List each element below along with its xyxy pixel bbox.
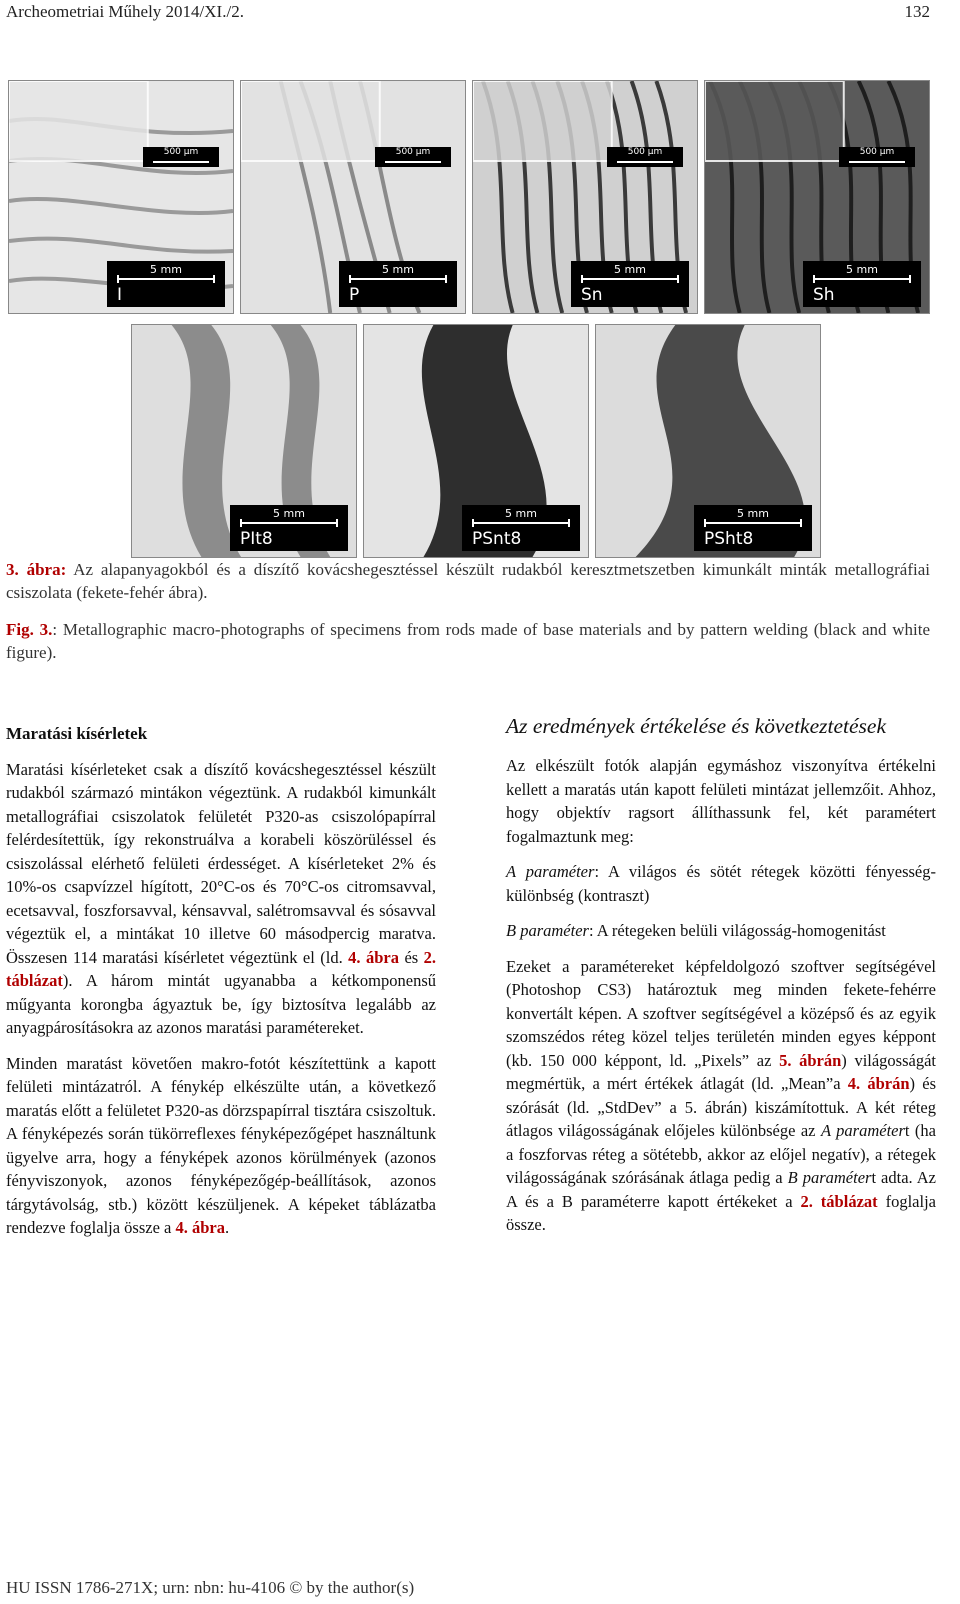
paragraph: B paraméter: A rétegeken belüli világosság-homogenitást [506,921,886,940]
section-heading: Maratási kísérletek [6,724,148,743]
specimen-label: P [349,285,360,305]
micro-scale-bar: 500 μm [143,147,219,167]
paragraph: Maratási kísérleteket csak a díszítő kovácshegesztéssel készült rudakból származó mintákon végeztünk. A rudakból kimunkált metallográfiai csiszolatok felületét P320-as csiszolópapírral felérdesítettük, így rekonstruálva a korabeli köszörüléssel és csiszolással elérhető felületi érdességet. A kísérleteket 2% és 10%-os csapvízzel hígított, 20°C-os és 70°C-os citromsavval, ecetsavval, foszforsavval, kénsavval, salétromsavval és sósavval végeztük el, a mintákat 10 illetve 60 másodpercig maratva. Összesen 114 maratási kísérletet végeztünk el (ld. 4. ábra és 2. táblázat). A három mintát ugyanabba a kétkomponensű műgyanta korongba ágyaztuk be, így biztosítva legalább az anyagpárosításokra az azonos maratási paramétereket. [6,759,437,1037]
figure-ref: 4. ábrán [847,1074,910,1093]
macro-scale-label: 5 mm I [107,261,225,307]
macro-scale-label: 5 mm P [339,261,457,307]
figure-ref: 5. ábrán [779,1050,842,1070]
specimen-label: I [117,285,123,305]
specimen-panel-sn [472,80,698,314]
paragraph: A paraméter: A világos és sötét rétegek közötti fényesség-különbség (kontraszt) [506,862,936,905]
specimen-label: Sh [813,285,835,305]
micro-scale-bar: 500 μm [839,147,915,167]
specimen-panel-p [240,80,466,314]
macro-scale-label: 5 mm Sh [803,261,921,307]
macro-scale-label: 5 mm PIt8 [230,505,348,551]
figure-caption-hu: 3. ábra: Az alapanyagokból és a díszítő kovácshegesztéssel készült rudakból keresztmetszetben kimunkált minták metallográfiai csiszolata (fekete-fehér ábra). [6,560,930,602]
right-column [506,713,936,1249]
specimen-label: Sn [581,285,603,305]
specimen-panel-psnt8 [363,324,589,558]
paragraph: Az elkészült fotók alapján egymáshoz viszonyítva értékelni kellett a maratás után kapott felületi mintázat jellemzőit. Ahhoz, hogy objektív ragsort állíthassunk fel, két paramétert fogalmaztunk meg: [506,756,936,846]
footer-issn: HU ISSN 1786-271X; urn: nbn: hu-4106 © by the author(s) [6,1578,415,1597]
specimen-label: PSht8 [704,529,754,549]
macro-scale-label: 5 mm PSnt8 [462,505,580,551]
running-header [6,2,930,26]
figure-ref: 4. ábra [175,1218,225,1237]
left-column [6,722,436,1252]
specimen-label: PSnt8 [472,529,522,549]
specimen-panel-psht8 [595,324,821,558]
journal-title: Archeometriai Műhely 2014/XI./2. [6,2,244,21]
specimen-panel-sh [704,80,930,314]
macro-scale-label: 5 mm Sn [571,261,689,307]
section-heading: Az eredmények értékelése és következtetések [506,714,886,738]
micro-scale-bar: 500 μm [375,147,451,167]
micro-scale-bar: 500 μm [607,147,683,167]
specimen-label: PIt8 [240,529,273,549]
figure-ref: 4. ábra [348,947,399,967]
specimen-panel-i [8,80,234,314]
paragraph: Ezeket a paramétereket képfeldolgozó szoftver segítségével (Photoshop CS3) határoztuk meg minden fekete-fehérre konvertált képen. A szoftver segítségével a középső és az egyik szomszédos réteg közel teljes területén minden egyes képpont (kb. 150 000 képpont, ld. „Pixels” az 5. ábrán) világosságát megmértük, a mért értékek átlagát (ld. „Mean”a 4. ábrán) és szórását (ld. „StdDev” a 5. ábrán) kiszámítottuk. A két réteg átlagos világosságának előjeles különbsége az A paramétert (ha a foszforvas réteg a sötétebb, akkor az előjel negatív), a rétegek világosságának szórásának átlaga pedig a B paramétert adta. Az A és a B paraméterre kapott értékeket a 2. táblázat foglalja össze. [506,956,937,1234]
figure-row-1 [8,80,930,312]
paragraph: Minden maratást követően makro-fotót készítettünk a kapott felületi mintázatról. A fénykép elkészülte után, a következő maratás előtt a felületet P320-as dörzspapírral tisztára csiszoltuk. A fényképezés során tükörreflexes fényképezőgépet használtunk ügyelve arra, hogy a fényképek azonos körülmények (azonos fényviszonyok, azonos fényképezőgép-beállítások, azonos tárgytávolság, stb.) között készüljenek. A képeket táblázatba rendezve foglalja össze a 4. ábra. [6,1053,436,1237]
table-ref: 2. táblázat [800,1191,878,1211]
figure-row-2 [131,324,821,556]
macro-scale-label: 5 mm PSht8 [694,505,812,551]
table-ref: 2. táblázat [6,947,437,990]
figure-caption-en: Fig. 3.: Metallographic macro-photographs of specimens from rods made of base materials and by pattern welding (black and white figure). [6,620,931,662]
page-number: 132 [904,2,930,21]
specimen-panel-pit8 [131,324,357,558]
